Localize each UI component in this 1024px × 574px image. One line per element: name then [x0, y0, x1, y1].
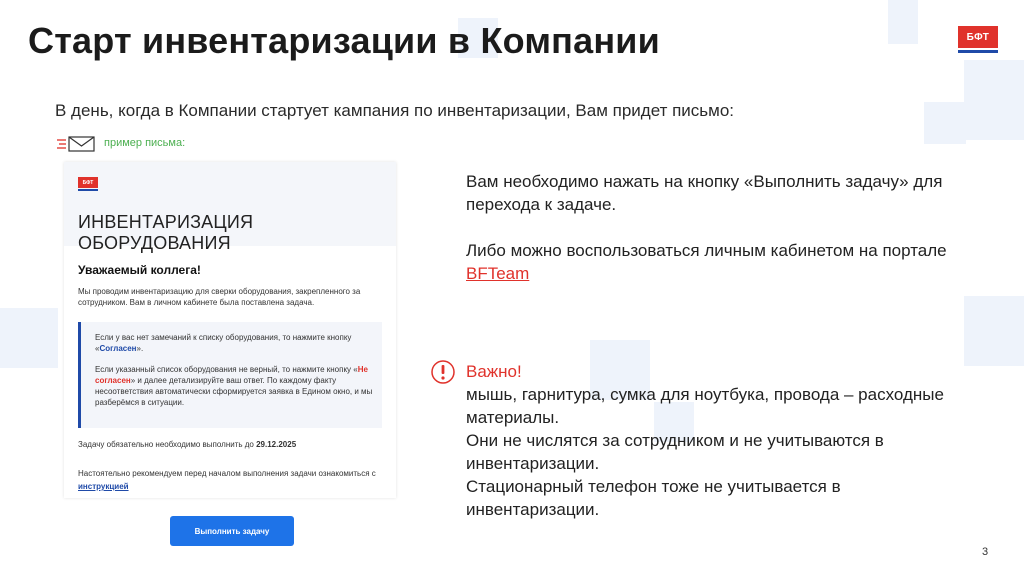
email-preview	[64, 162, 396, 498]
warning-icon	[430, 357, 456, 387]
slide-title: Старт инвентаризации в Компании	[28, 20, 660, 61]
intro-text: В день, когда в Компании стартует кампания по инвентаризации, Вам придет письмо:	[55, 101, 735, 120]
email-greeting: Уважаемый коллега!	[78, 263, 201, 277]
decor-square	[0, 308, 58, 368]
email-note-box	[78, 322, 382, 428]
email-body: Мы проводим инвентаризацию для сверки оборудования, закрепленного за сотрудником. Вам в личном кабинете была поставлена задача.	[78, 287, 361, 307]
email-logo: БФТ	[78, 177, 98, 188]
note-agree: Если у вас нет замечаний к списку оборудования, то нажмите кнопку «Согласен».	[95, 333, 352, 353]
example-label: пример письма:	[104, 137, 186, 149]
important-line: Стационарный телефон тоже не учитывается в инвентаризации.	[466, 477, 841, 519]
envelope-icon	[57, 135, 97, 153]
deadline-date: 29.12.2025	[256, 440, 297, 449]
instruction-paragraph: Вам необходимо нажать на кнопку «Выполнить задачу» для перехода к задаче.	[466, 172, 943, 214]
important-line: мышь, гарнитура, сумка для ноутбука, провода – расходные материалы.	[466, 385, 944, 427]
page-number: 3	[982, 546, 989, 558]
decor-square	[964, 296, 1024, 366]
agree-label: Согласен	[99, 344, 137, 353]
decor-square	[964, 60, 1024, 140]
important-line: Они не числятся за сотрудником и не учитываются в инвентаризации.	[466, 431, 884, 473]
note-disagree: Если указанный список оборудования не верный, то нажмите кнопку «Не согласен» и далее детализируйте ваш ответ. По каждому факту несоответствия автоматически сформируется заявка в Едином окно, и мы разберёмся в ситуации.	[95, 365, 373, 407]
instruction-link[interactable]: инструкцией	[78, 482, 129, 491]
email-header	[64, 162, 396, 253]
email-title: ИНВЕНТАРИЗАЦИЯ ОБОРУДОВАНИЯ	[78, 212, 254, 253]
bft-logo: БФТ	[958, 26, 998, 48]
portal-paragraph: Либо можно воспользоваться личным кабинетом на портале BFTeam	[466, 241, 947, 283]
email-deadline: Задачу обязательно необходимо выполнить до 29.12.2025	[78, 440, 297, 449]
decor-square	[888, 0, 918, 44]
email-recommendation: Настоятельно рекомендуем перед началом выполнения задачи ознакомиться с инструкцией	[78, 469, 376, 491]
bfteam-link[interactable]: BFTeam	[466, 264, 530, 283]
important-block	[466, 360, 966, 521]
bft-logo-bar	[958, 50, 998, 53]
important-title: Важно!	[466, 362, 522, 381]
email-logo-bar	[78, 189, 98, 191]
disagree-label: Не согласен	[95, 365, 368, 385]
do-task-button[interactable]: Выполнить задачу	[170, 516, 294, 546]
decor-square	[924, 102, 966, 144]
